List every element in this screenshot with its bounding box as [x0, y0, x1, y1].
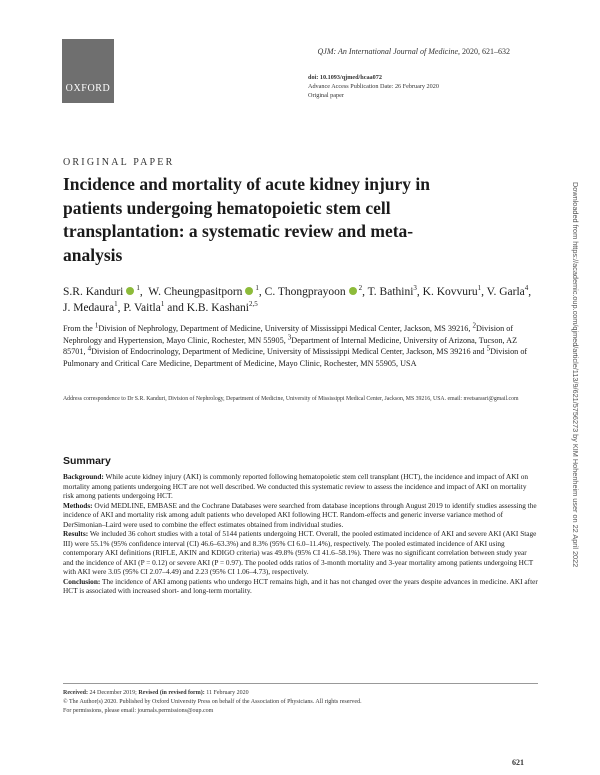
- logo-text: OXFORD: [65, 83, 111, 94]
- journal-volume-pages: , 2020, 621–632: [458, 47, 510, 56]
- summary-methods: Methods: Ovid MEDLINE, EMBASE and the Cochrane Databases were searched from database inceptions through August 2019 to identify studies assessing the incidence of AKI and mortality risk among adult patients who developed AKI following HCT. Random-effects and generic inverse variance method of DerSimonian–Laird were used to combine the effect estimates obtained from individual studies.: [63, 500, 537, 529]
- journal-citation: [318, 47, 511, 56]
- author[interactable]: K.B. Kashani$^{2,5}$: [186, 300, 258, 314]
- copyright-notice: © The Author(s) 2020. Published by Oxford University Press on behalf of the Association of Physicians. All rights reserved.: [63, 699, 362, 705]
- author-list: S.R. Kanduri $^1$, W. Cheungpasitporn $^1$, C. Thongprayoon $^2$, T. Bathini$^3$, K. Kovvuru$^1$, V. Garla$^4$, J. Medaura$^1$, P. Vaitla$^1$ and K.B. Kashani$^{2,5}$: [63, 284, 532, 314]
- summary-heading: Summary: [63, 455, 111, 467]
- orcid-icon[interactable]: [245, 287, 253, 295]
- page-number: 621: [512, 758, 524, 767]
- author[interactable]: J. Medaura$^1$: [63, 300, 118, 314]
- footer-notes: [63, 689, 538, 716]
- correspondence: Address correspondence to Dr S.R. Kanduri, Division of Nephrology, Department of Medicine, University of Mississippi Medical Center, Jackson, MS 39216, USA. email: nvetsarasri@gmail.com: [63, 396, 519, 402]
- article-title: Incidence and mortality of acute kidney injury in patients undergoing hematopoietic stem cell transplantation: a systematic review and meta-analysis: [63, 174, 431, 265]
- author[interactable]: C. Thongprayoon $^2$: [264, 284, 363, 298]
- footer-divider: [63, 683, 538, 684]
- received-dates: Received: 24 December 2019; Revised (in revised form): 11 February 2020: [63, 690, 249, 696]
- author[interactable]: W. Cheungpasitporn $^1$: [148, 284, 259, 298]
- affiliations: From the $^1$Division of Nephrology, Department of Medicine, University of Mississippi Medical Center, Jackson, MS 39216, $^2$Division of Nephrology and Hypertension, Mayo Clinic, Rochester, MN 55905, $^3$Department of Internal Medicine, University of Arizona, Tucson, AZ 85701, $^4$Division of Endocrinology, Department of Medicine, University of Mississippi Medical Center, Jackson, MS 39216 and $^5$Division of Pulmonary and Critical Care Medicine, Department of Medicine, Mayo Clinic, Rochester, MN 55905, USA: [63, 321, 528, 368]
- doi[interactable]: doi: 10.1093/qjmed/hcaa072: [308, 74, 382, 81]
- author[interactable]: P. Vaitla$^1$: [123, 300, 165, 314]
- summary-abstract: [63, 472, 538, 596]
- author[interactable]: T. Bathini$^3$: [367, 284, 417, 298]
- summary-results: Results: We included 36 cohort studies with a total of 5144 patients undergoing HCT. Overall, the pooled estimated incidence of AKI and severe AKI (AKI Stage III) were 55.1% (95% confidence interval (CI) 46.6–63.3%) and 8.3% (95% CI 6.0–11.4%), respectively. The pooled estimated incidence of AKI using contemporary AKI definitions (RIFLE, AKIN and KDIGO criteria) was 49.8% (95% CI 41.6–58.1%). There was no significant correlation between study year and the incidence of AKI (P = 0.12) or severe AKI (P = 0.97). The pooled odds ratios of 3-month mortality and 3-year mortality among patients undergoing HCT with AKI were 3.05 (95% CI 2.07–4.49) and 2.23 (95% CI 1.06–4.73), respectively.: [63, 529, 537, 576]
- permissions-notice: For permissions, please email: journals.permissions@oup.com: [63, 708, 214, 714]
- section-label: ORIGINAL PAPER: [63, 157, 175, 168]
- author[interactable]: S.R. Kanduri $^1$: [63, 284, 140, 298]
- author[interactable]: V. Garla$^4$: [486, 284, 529, 298]
- oxford-logo: [62, 39, 114, 103]
- download-watermark: Downloaded from https://academic.oup.com/qjmed/article/113/9/621/5756273 by KIM Hohenheim user on 22 April 2022: [571, 182, 580, 568]
- summary-conclusion: Conclusion: The incidence of AKI among patients who undergo HCT remains high, and it has not changed over the years despite advances in medicine. AKI after HCT is associated with increased short- and long-term mortality.: [63, 576, 538, 595]
- advance-access-date: Advance Access Publication Date: 26 February 2020: [308, 83, 439, 90]
- journal-name: QJM: An International Journal of Medicine: [317, 47, 458, 56]
- orcid-icon[interactable]: [349, 287, 357, 295]
- orcid-icon[interactable]: [126, 287, 134, 295]
- article-type: Original paper: [308, 92, 344, 99]
- summary-background: Background: While acute kidney injury (AKI) is commonly reported following hematopoietic stem cell transplant (HCT), the incidence and impact of AKI on mortality among patients undergoing HCT are not well described. We conducted this systematic review to assess the incidence and impact of AKI on mortality risk among patients undergoing HCT.: [63, 472, 529, 500]
- author[interactable]: K. Kovvuru$^1$: [422, 284, 482, 298]
- article-meta: [308, 73, 439, 100]
